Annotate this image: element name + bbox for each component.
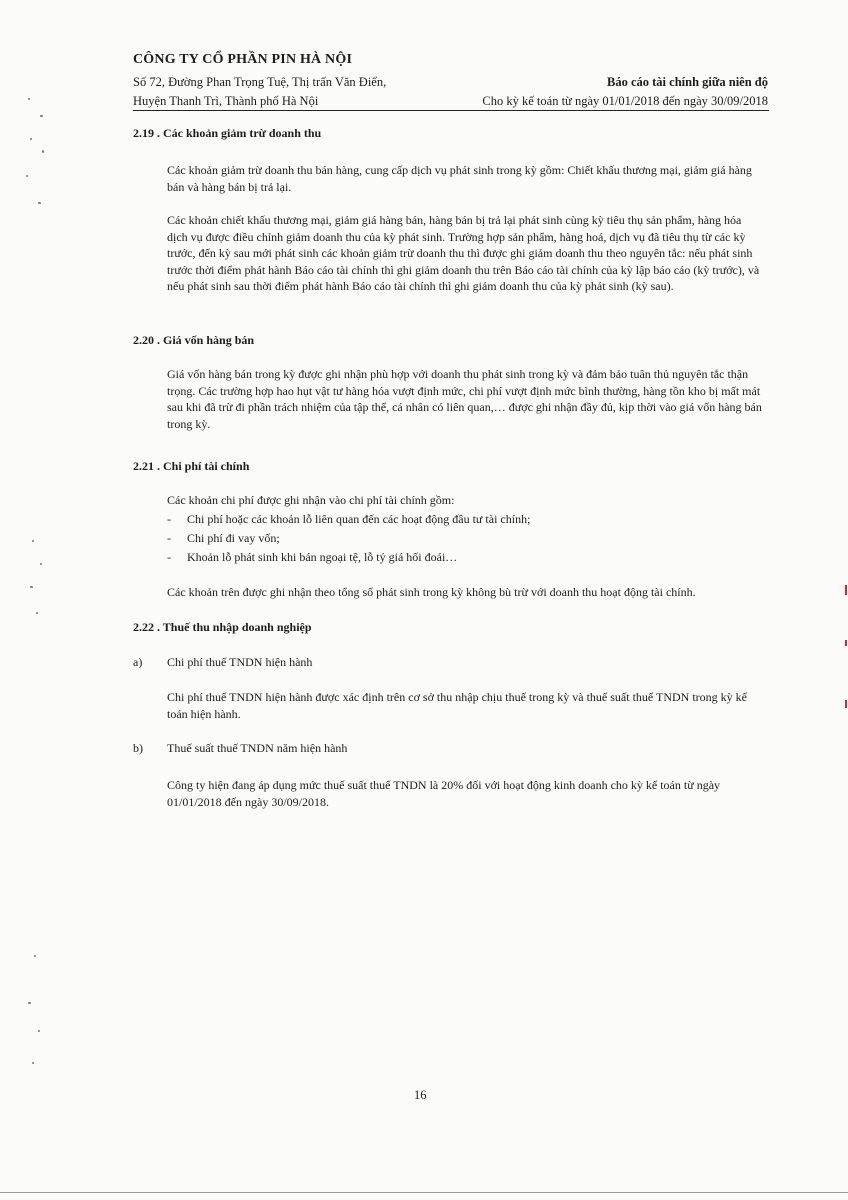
section-2-20-paragraph: Giá vốn hàng bán trong kỳ được ghi nhận phù hợp với doanh thu phát sinh trong kỳ và đảm bảo tuân thủ nguyên tắc thận trọng. Các trường hợp hao hụt vật tư hàng hóa vượt định mức, chi phí vượt định mức bình thường, hàng tồn kho bị mất mát sau khi đã trừ đi phần trách nhiệm của tập thể, cá nhân có liên quan,… được ghi nhận đầy đủ, kịp thời vào giá vốn hàng bán trong kỳ. bbox=[167, 367, 762, 431]
page-number: 16 bbox=[414, 1088, 427, 1102]
company-name: CÔNG TY CỔ PHẦN PIN HÀ NỘI bbox=[133, 52, 353, 67]
report-title: Báo cáo tài chính giữa niên độ bbox=[607, 75, 768, 89]
bullet-item bbox=[167, 531, 280, 546]
scan-bottom-edge bbox=[0, 1192, 848, 1193]
company-address-line-1: Số 72, Đường Phan Trọng Tuệ, Thị trấn Văn Điển, bbox=[133, 75, 387, 89]
section-2-19-heading: 2.19 . Các khoản giảm trừ doanh thu bbox=[133, 126, 322, 140]
subsection-b-text: Công ty hiện đang áp dụng mức thuế suất thuế TNDN là 20% đối với hoạt động kinh doanh cho kỳ kế toán từ ngày 01/01/2018 đến ngày 30/09/2018. bbox=[167, 778, 721, 809]
section-2-22-heading: 2.22 . Thuế thu nhập doanh nghiệp bbox=[133, 620, 312, 634]
bullet-text: Chi phí đi vay vốn; bbox=[187, 531, 280, 545]
bullet-marker: - bbox=[167, 531, 171, 545]
section-2-20-heading: 2.20 . Giá vốn hàng bán bbox=[133, 333, 255, 347]
subsection-a-text: Chi phí thuế TNDN hiện hành được xác định trên cơ sở thu nhập chịu thuế trong kỳ và thuế suất thuế TNDN trong kỳ kế toán hiện hành. bbox=[167, 690, 747, 721]
subsection-a-label: a) bbox=[133, 655, 143, 669]
section-2-21-intro: Các khoản chi phí được ghi nhận vào chi phí tài chính gồm: bbox=[167, 493, 455, 507]
section-2-21-heading: 2.21 . Chi phí tài chính bbox=[133, 459, 250, 473]
bullet-item bbox=[167, 512, 530, 527]
subsection-b-title: Thuế suất thuế TNDN năm hiện hành bbox=[167, 741, 348, 755]
subsection-a-title: Chi phí thuế TNDN hiện hành bbox=[167, 655, 313, 669]
bullet-marker: - bbox=[167, 550, 171, 564]
bullet-item bbox=[167, 550, 457, 565]
section-2-21-outro: Các khoản trên được ghi nhận theo tổng số phát sinh trong kỳ không bù trừ với doanh thu hoạt động tài chính. bbox=[167, 585, 696, 599]
company-address-line-2: Huyện Thanh Trì, Thành phố Hà Nội bbox=[133, 94, 319, 108]
section-2-19-paragraph-1: Các khoản giảm trừ doanh thu bán hàng, cung cấp dịch vụ phát sinh trong kỳ gồm: Chiết khấu thương mại, giảm giá hàng bán và hàng bán bị trả lại. bbox=[167, 163, 752, 194]
header-rule bbox=[133, 110, 769, 111]
report-period: Cho kỳ kế toán từ ngày 01/01/2018 đến ngày 30/09/2018 bbox=[482, 94, 768, 108]
bullet-marker: - bbox=[167, 512, 171, 526]
section-2-19-paragraph-2: Các khoản chiết khấu thương mại, giảm giá hàng bán, hàng bán bị trả lại phát sinh cùng kỳ tiêu thụ sản phẩm, hàng hóa dịch vụ được điều chỉnh giảm doanh thu của kỳ phát sinh. Trường hợp sản phẩm, hàng hoá, dịch vụ đã tiêu thụ từ các kỳ trước, đến kỳ sau mới phát sinh các khoản giảm trừ doanh thu thì được ghi giảm doanh thu theo nguyên tắc: nếu phát sinh trước thời điểm phát hành Báo cáo tài chính thì ghi giảm doanh thu trên Báo cáo tài chính của kỳ lập báo cáo (kỳ trước), và nếu phát sinh sau thời điểm phát hành Báo cáo tài chính thì ghi giảm doanh thu của kỳ phát sinh (kỳ sau). bbox=[167, 213, 760, 293]
subsection-b-label: b) bbox=[133, 741, 143, 755]
bullet-text: Khoản lỗ phát sinh khi bán ngoại tệ, lỗ tỷ giá hối đoái… bbox=[187, 550, 458, 564]
bullet-text: Chi phí hoặc các khoản lỗ liên quan đến các hoạt động đầu tư tài chính; bbox=[187, 512, 531, 526]
